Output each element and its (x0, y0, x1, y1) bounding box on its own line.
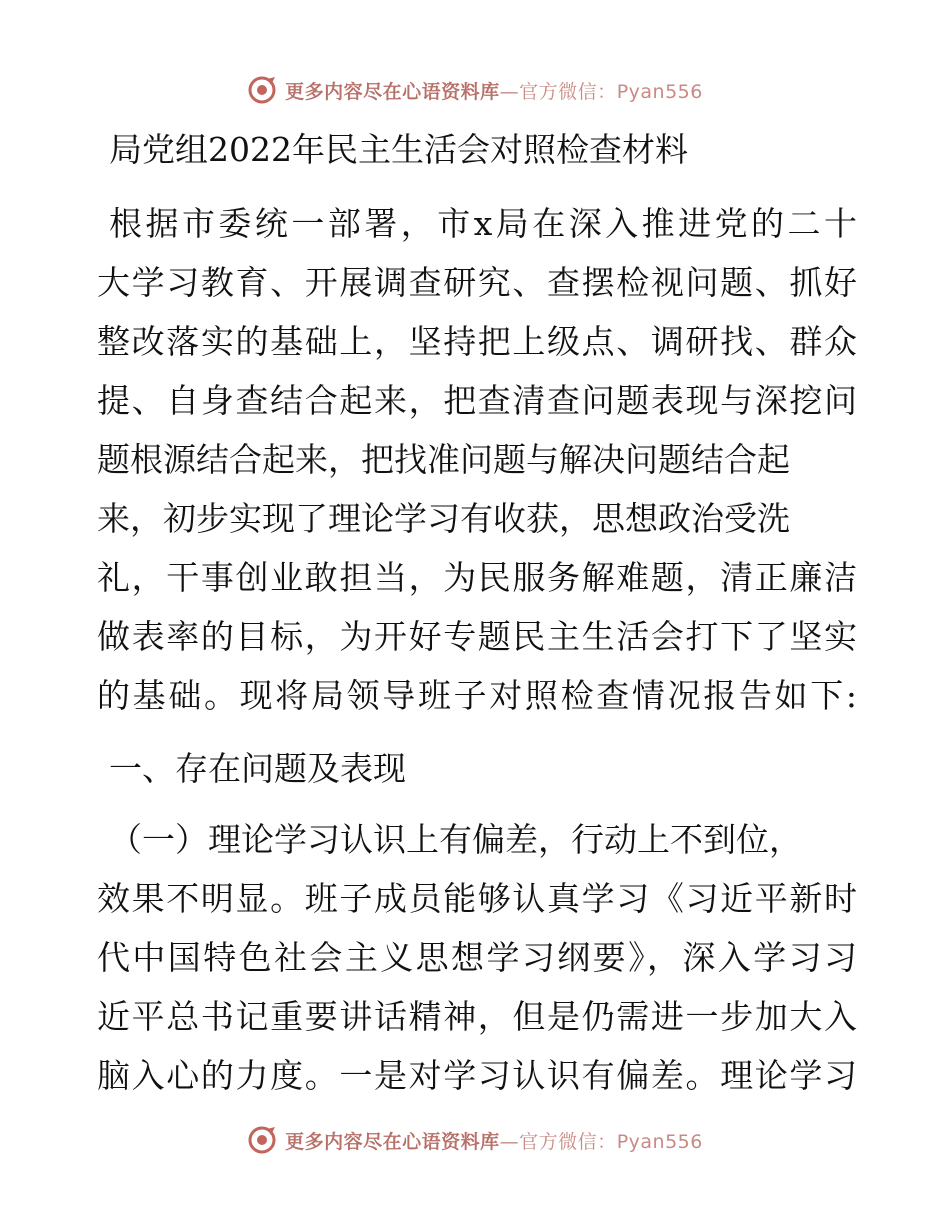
watermark-top (0, 70, 950, 110)
watermark-separator: — (499, 80, 520, 103)
document-title: 局党组2022年民主生活会对照检查材料 (109, 130, 688, 169)
document-body (97, 118, 857, 1105)
paragraph-line: 脑入心的力度。一是对学习认识有偏差。理论学习 (97, 1056, 857, 1095)
watermark-separator: — (499, 1130, 520, 1153)
paragraph-line: 代中国特色社会主义思想学习纲要》，深入学习习 (97, 938, 857, 977)
watermark-logo-icon (247, 1125, 277, 1155)
watermark-site-name: 更多内容尽在心语资料库 (285, 1130, 500, 1153)
watermark-logo-icon (247, 75, 277, 105)
watermark-text (285, 77, 703, 104)
paragraph-line: 根据市委统一部署，市x局在深入推进党的二十 (109, 204, 857, 243)
paragraph-line: 做表率的目标，为开好专题民主生活会打下了坚实 (97, 617, 857, 656)
watermark-wechat-id: Pyan556 (616, 80, 703, 103)
watermark-bottom (0, 1120, 950, 1160)
paragraph-line: 效果不明显。班子成员能够认真学习《习近平新时 (97, 879, 857, 918)
watermark-site-name: 更多内容尽在心语资料库 (285, 80, 500, 103)
paragraph-line: 的基础。现将局领导班子对照检查情况报告如下: (97, 676, 857, 715)
paragraph-line: 提、自身查结合起来，把查清查问题表现与深挖问 (97, 381, 857, 420)
section-heading: 一、存在问题及表现 (109, 749, 406, 788)
watermark-wechat-label: 官方微信： (519, 80, 617, 103)
paragraph-line: 整改落实的基础上，坚持把上级点、调研找、群众 (97, 322, 857, 361)
paragraph-line: 礼，干事创业敢担当，为民服务解难题，清正廉洁 (97, 558, 857, 597)
paragraph-line: 题根源结合起来，把找准问题与解决问题结合起 (97, 440, 790, 479)
watermark-text (285, 1127, 703, 1154)
paragraph-line: 近平总书记重要讲话精神，但是仍需进一步加大入 (97, 997, 857, 1036)
watermark-wechat-label: 官方微信： (519, 1130, 617, 1153)
paragraph-line: 大学习教育、开展调查研究、查摆检视问题、抓好 (97, 263, 857, 302)
paragraph-line: 来，初步实现了理论学习有收获，思想政治受洗 (97, 499, 790, 538)
paragraph-line: （一）理论学习认识上有偏差，行动上不到位， (109, 820, 802, 859)
watermark-wechat-id: Pyan556 (616, 1130, 703, 1153)
